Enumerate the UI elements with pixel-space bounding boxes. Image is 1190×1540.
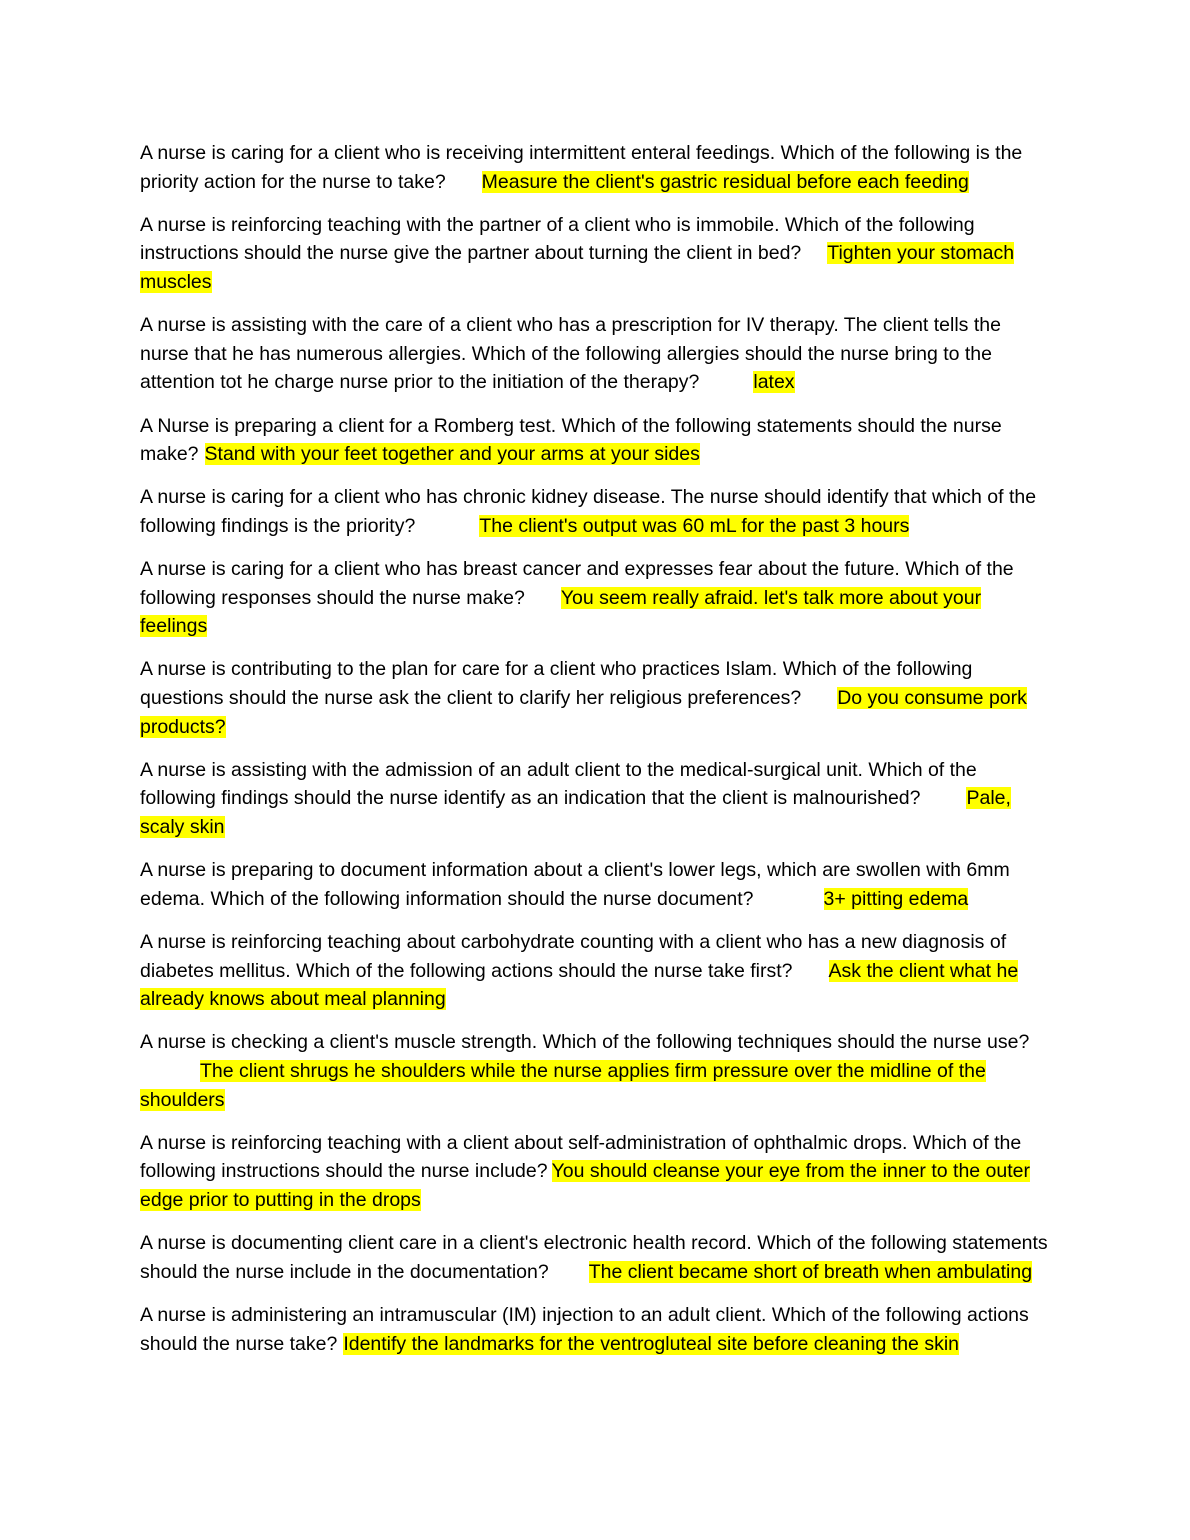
qa-item	[140, 928, 1050, 1014]
highlighted-answer: The client's output was 60 mL for the past 3 hours	[479, 514, 910, 537]
highlighted-answer: Measure the client's gastric residual before each feeding	[481, 170, 969, 193]
question-text: A nurse is caring for a client who has chronic kidney disease. The nurse should identify that which of the following findings is the priority?	[140, 486, 1042, 537]
highlighted-answer: Pale, scaly skin	[140, 787, 1011, 839]
highlighted-answer: 3+ pitting edema	[823, 887, 969, 910]
question-text: A nurse is administering an intramuscular (IM) injection to an adult client. Which of the following actions should the nurse take?	[140, 1303, 1035, 1355]
qa-item	[140, 555, 1050, 641]
question-text: A nurse is preparing to document information about a client's lower legs, which are swollen with 6mm edema. Which of the following information should the nurse document?	[140, 859, 1016, 910]
qa-item	[140, 1229, 1054, 1286]
qa-item	[140, 1301, 1050, 1358]
question-text: A nurse is reinforcing teaching with the partner of a client who is immobile. Which of the following instructions should the nurse give the partner about turning the client in bed?	[140, 213, 980, 265]
question-text: A nurse is assisting with the care of a client who has a prescription for IV therapy. The client tells the nurse that he has numerous allergies. Which of the following allergies should the nurse bring to the attention tot he charge nurse prior to the initiation of the therapy?	[140, 314, 1007, 394]
highlighted-answer: latex	[753, 371, 795, 394]
question-text: A nurse is contributing to the plan for care for a client who practices Islam. Which of the following questions should the nurse ask the client to clarify her religious preferences?	[140, 658, 978, 710]
question-text: A nurse is assisting with the admission of an adult client to the medical-surgical unit. Which of the following findings should the nurse identify as an indication that the client is malnourished?	[140, 758, 983, 810]
qa-item	[140, 655, 1050, 741]
qa-item	[140, 211, 1050, 297]
highlighted-answer: The client became short of breath when ambulating	[588, 1260, 1033, 1283]
question-text: A nurse is documenting client care in a client's electronic health record. Which of the following statements should the nurse include in the documentation?	[140, 1232, 1054, 1283]
question-text: A nurse is caring for a client who has breast cancer and expresses fear about the future. Which of the following responses should the nurse make?	[140, 558, 1020, 609]
qa-item	[140, 483, 1050, 540]
question-text: A nurse is reinforcing teaching about carbohydrate counting with a client who has a new diagnosis of diabetes mellitus. Which of the following actions should the nurse take first?	[140, 931, 1012, 982]
highlighted-answer: You should cleanse your eye from the inner to the outer edge prior to putting in the drops	[140, 1160, 1030, 1211]
highlighted-answer: Do you consume pork products?	[140, 687, 1027, 738]
highlighted-answer: The client shrugs he shoulders while the nurse applies firm pressure over the midline of the shoulders	[140, 1059, 986, 1111]
qa-item	[140, 1028, 1050, 1114]
highlighted-answer: Tighten your stomach muscles	[140, 242, 1015, 293]
qa-item	[140, 311, 1050, 397]
highlighted-answer: You seem really afraid. let's talk more about your feelings	[140, 586, 982, 638]
qa-item	[140, 412, 1050, 469]
highlighted-answer: Identify the landmarks for the ventrogluteal site before cleaning the skin	[343, 1332, 960, 1355]
document-page	[140, 139, 1054, 1373]
question-text: A nurse is caring for a client who is receiving intermittent enteral feedings. Which of the following is the priority action for the nurse to take?	[140, 142, 1028, 193]
question-text: A Nurse is preparing a client for a Romberg test. Which of the following statements should the nurse make?	[140, 414, 1008, 466]
highlighted-answer: Ask the client what he already knows about meal planning	[140, 959, 1019, 1011]
qa-item	[140, 756, 1050, 842]
qa-item	[140, 856, 1050, 913]
qa-item	[140, 1129, 1050, 1215]
question-text: A nurse is checking a client's muscle strength. Which of the following techniques should the nurse use?	[140, 1031, 1030, 1054]
question-text: A nurse is reinforcing teaching with a client about self-administration of ophthalmic drops. Which of the following instructions should the nurse include?	[140, 1131, 1027, 1183]
highlighted-answer: Stand with your feet together and your arms at your sides	[204, 443, 700, 466]
qa-item	[140, 139, 1050, 196]
